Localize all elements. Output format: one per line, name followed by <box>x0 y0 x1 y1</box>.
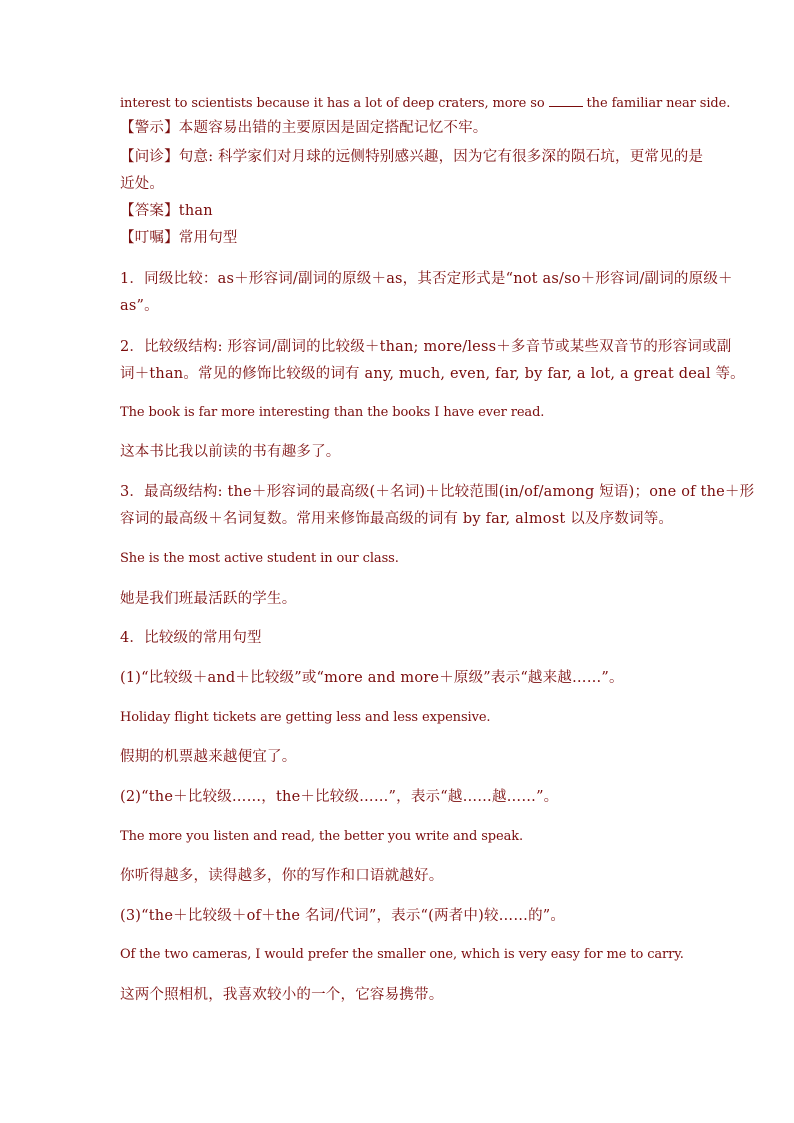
example-cn: 假期的机票越来越便宜了。 <box>120 749 297 765</box>
warning-line: 【警示】本题容易出错的主要原因是固定搭配记忆不牢。 <box>120 120 488 136</box>
fill-blank <box>549 94 583 107</box>
diagnosis-line-cont: 近处。 <box>120 176 165 192</box>
answer-line: 【答案】than <box>120 203 213 219</box>
diagnosis-line: 【问诊】句意: 科学家们对月球的远侧特别感兴趣，因为它有很多深的陨石坑，更常见的是 <box>120 149 704 165</box>
rule-2-line-cont: 词＋than。常见的修饰比较级的词有 any, much, even, far, by far, a lot, a great deal 等。 <box>120 366 745 382</box>
rule-3-line: 3．最高级结构: the＋形容词的最高级(＋名词)＋比较范围(in/of/among 短语)；one of the＋形 <box>120 484 755 500</box>
rule-2-line: 2．比较级结构: 形容词/副词的比较级＋than; more/less＋多音节或某些双音节的形容词或副 <box>120 339 732 355</box>
example-en: Of the two cameras, I would prefer the smaller one, which is very easy for me to carry. <box>120 947 684 962</box>
example-cn: 她是我们班最活跃的学生。 <box>120 591 297 607</box>
example-cn: 这两个照相机，我喜欢较小的一个，它容易携带。 <box>120 987 444 1003</box>
rule-1-line-cont: as”。 <box>120 298 159 314</box>
rule-3-line-cont: 容词的最高级＋名词复数。常用来修饰最高级的词有 by far, almost 以及序数词等。 <box>120 511 674 527</box>
example-en: She is the most active student in our class. <box>120 551 399 566</box>
example-en: The book is far more interesting than the books I have ever read. <box>120 405 545 420</box>
pattern-3: (3)“the＋比较级＋of＋the 名词/代词”，表示“(两者中)较……的”。 <box>120 908 566 924</box>
continuation-tail: the familiar near side. <box>586 96 731 111</box>
pattern-1: (1)“比较级＋and＋比较级”或“more and more＋原级”表示“越来越……”。 <box>120 670 624 686</box>
example-cn: 这本书比我以前读的书有趣多了。 <box>120 444 341 460</box>
reminder-heading: 【叮嘱】常用句型 <box>120 230 238 246</box>
example-en: Holiday flight tickets are getting less and less expensive. <box>120 710 491 725</box>
continuation-text: interest to scientists because it has a lot of deep craters, more so <box>120 96 545 111</box>
pattern-2: (2)“the＋比较级……，the＋比较级……”，表示“越……越……”。 <box>120 789 559 805</box>
text-line-continuation <box>120 94 731 114</box>
example-en: The more you listen and read, the better you write and speak. <box>120 829 524 844</box>
rule-4-heading: 4．比较级的常用句型 <box>120 630 262 646</box>
rule-1-line: 1．同级比较：as＋形容词/副词的原级＋as，其否定形式是“not as/so＋形容词/副词的原级＋ <box>120 271 733 287</box>
example-cn: 你听得越多，读得越多，你的写作和口语就越好。 <box>120 868 444 884</box>
